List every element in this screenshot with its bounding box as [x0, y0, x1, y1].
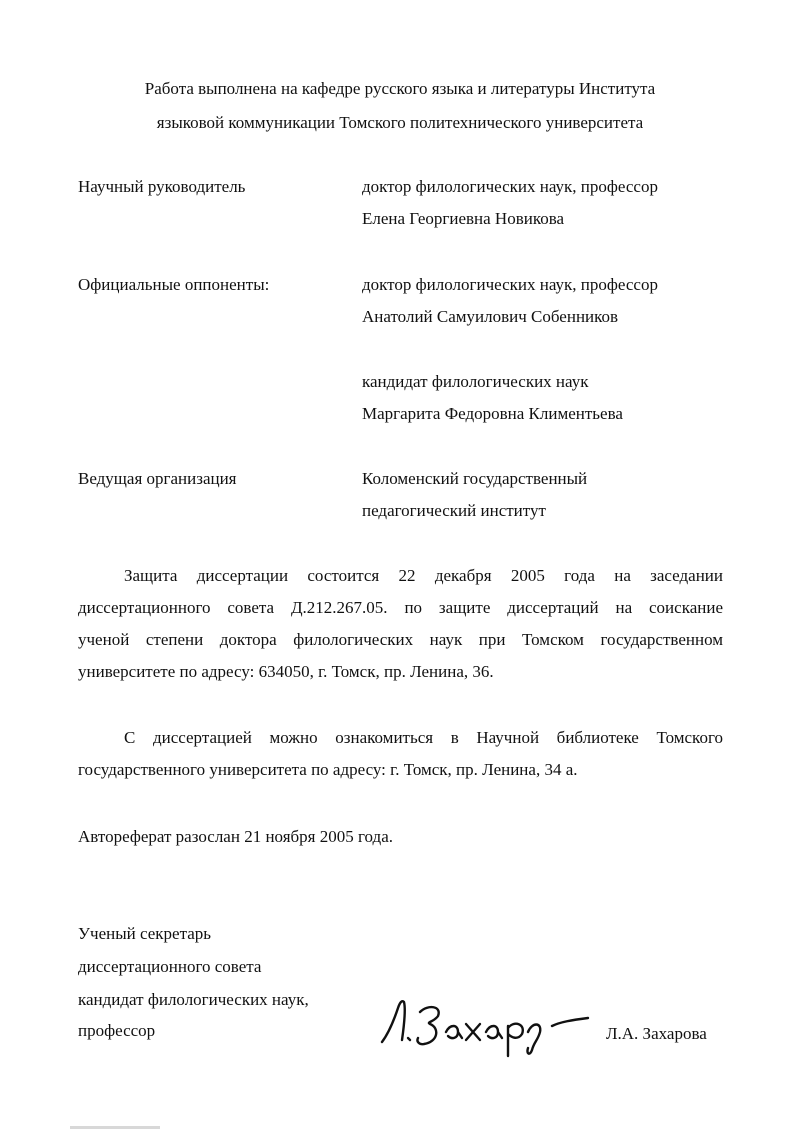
library-line-2: государственного университета по адресу: г. Томск, пр. Ленина, 34 а. [78, 760, 578, 779]
abstract-sent-line: Автореферат разослан 21 ноября 2005 года. [78, 827, 394, 846]
secretary-line-4: профессор [78, 1021, 156, 1040]
scan-artifact-line [70, 1126, 160, 1129]
secretary-line-3: кандидат филологических наук, [78, 990, 309, 1009]
handwritten-signature [376, 990, 596, 1065]
header-line-1: Работа выполнена на кафедре русского языка и литературы Института [144, 79, 656, 98]
defense-line-4: университете по адресу: 634050, г. Томск, пр. Ленина, 36. [78, 662, 494, 681]
supervisor-name: Елена Георгиевна Новикова [362, 209, 565, 228]
opponent-2-title: кандидат филологических наук [362, 372, 589, 391]
defense-paragraph [78, 560, 723, 688]
secretary-name: Л.А. Захарова [606, 1024, 707, 1043]
opponent-2-name: Маргарита Федоровна Климентьева [362, 404, 623, 423]
leading-org-label: Ведущая организация [78, 469, 237, 488]
header-line-2: языковой коммуникации Томского политехнического университета [156, 113, 644, 132]
supervisor-label: Научный руководитель [78, 177, 246, 196]
leading-org-line-1: Коломенский государственный [362, 469, 588, 488]
library-line-1: С диссертацией можно ознакомиться в Научной библиотеке Томского [124, 728, 723, 747]
supervisor-title: доктор филологических наук, профессор [362, 177, 658, 196]
defense-line-1: Защита диссертации состоится 22 декабря 2005 года на заседании [124, 566, 723, 585]
opponent-1-name: Анатолий Самуилович Собенников [362, 307, 619, 326]
secretary-line-2: диссертационного совета [78, 957, 262, 976]
defense-line-3: ученой степени доктора филологических наук при Томском государственном [78, 630, 723, 649]
secretary-line-1: Ученый секретарь [78, 924, 212, 943]
defense-line-2: диссертационного совета Д.212.267.05. по защите диссертаций на соискание [78, 598, 723, 617]
leading-org-line-2: педагогический институт [362, 501, 546, 520]
opponent-1-title: доктор филологических наук, профессор [362, 275, 658, 294]
opponents-label: Официальные оппоненты: [78, 275, 270, 294]
library-paragraph [78, 722, 723, 786]
